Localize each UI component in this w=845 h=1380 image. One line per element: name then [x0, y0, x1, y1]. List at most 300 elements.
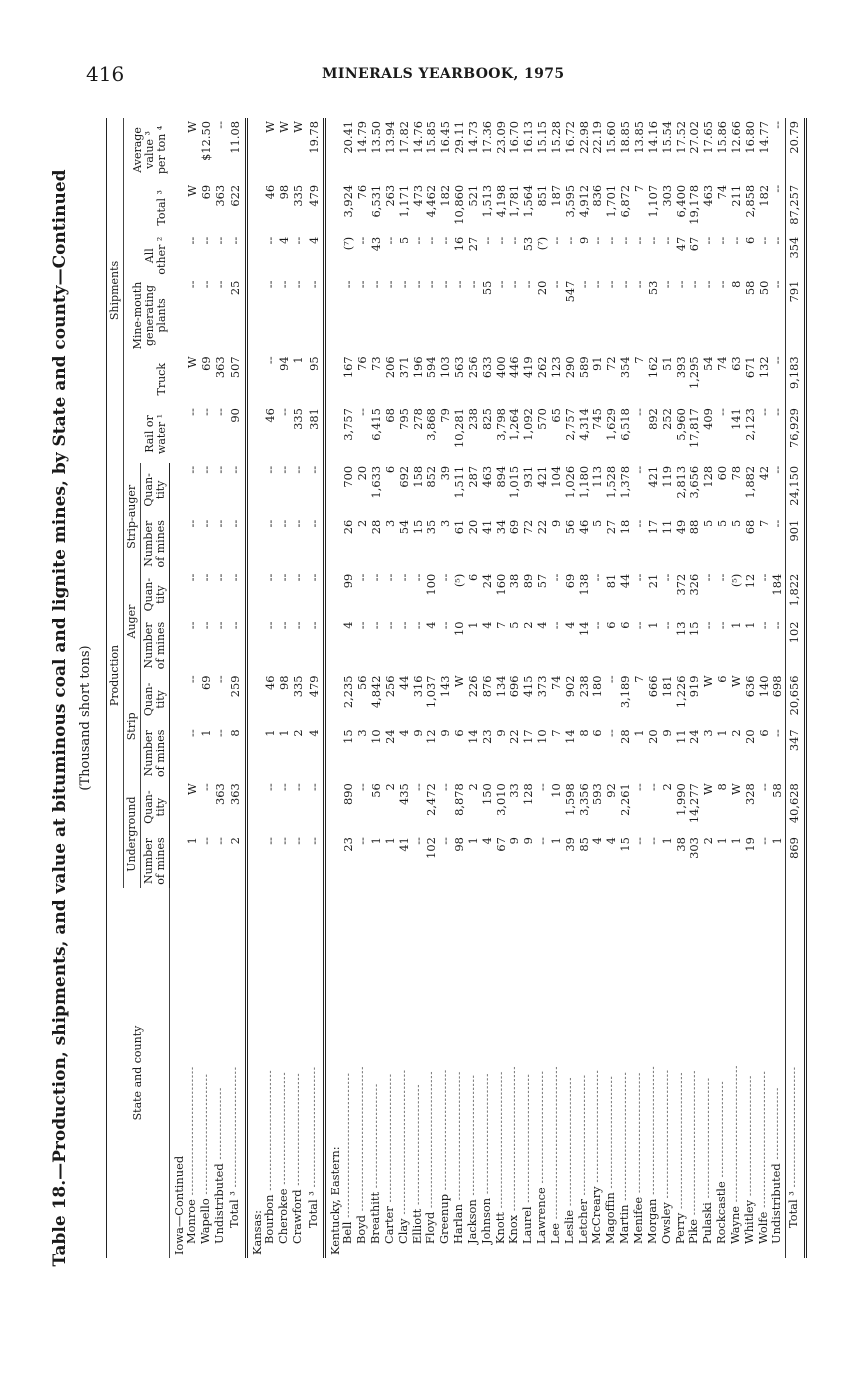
- county-name: [508, 888, 522, 1258]
- table-cell: 184: [770, 573, 785, 596]
- table-cell: 68: [382, 408, 397, 423]
- table-cell: 16: [452, 236, 467, 252]
- table-cell: 6: [756, 729, 771, 737]
- table-cell: --: [306, 517, 325, 571]
- table-cell: 23: [479, 729, 494, 744]
- table-cell: 9: [548, 519, 563, 528]
- table-cell: --: [645, 236, 660, 245]
- table-cell: 9: [507, 837, 522, 845]
- table-cell: --: [276, 465, 291, 474]
- table-cell: 132: [756, 356, 771, 379]
- table-cell: 698: [770, 675, 785, 698]
- table-cell: 2: [382, 783, 397, 791]
- table-cell: 745: [590, 408, 605, 430]
- table-cell: --: [276, 837, 291, 845]
- table-cell: 11.08: [227, 118, 246, 182]
- table-cell: 14: [465, 729, 480, 744]
- table-cell: --: [659, 280, 674, 289]
- leader-dots: --------------------------------------: [551, 1065, 562, 1223]
- table-cell: 4: [306, 726, 325, 780]
- table-cell: 14: [576, 621, 591, 637]
- table-body: [170, 118, 806, 1258]
- table-cell: --: [770, 121, 785, 129]
- table-cell: --: [770, 356, 785, 365]
- table-cell: 24,150: [786, 463, 806, 517]
- table-cell: 12.66: [728, 121, 743, 154]
- table-cell: 1: [645, 621, 660, 629]
- table-cell: 8: [227, 726, 246, 780]
- table-cell: 73: [368, 356, 383, 371]
- table-cell: 44: [618, 573, 633, 589]
- county-row: [744, 118, 758, 1258]
- table-cell: 666: [645, 675, 660, 698]
- county-row: [186, 118, 200, 1258]
- table-cell: --: [493, 280, 508, 289]
- table-cell: --: [770, 236, 785, 245]
- leader-dots: ------------------------------------: [399, 1069, 410, 1219]
- table-cell: 4,198: [493, 184, 508, 218]
- table-cell: 15: [618, 837, 633, 852]
- row-label-text: Elliott: [409, 1208, 424, 1244]
- table-cell: 1: [465, 621, 480, 629]
- table-cell: 696: [507, 675, 522, 698]
- table-cell: --: [276, 280, 291, 289]
- county-name: [547, 888, 564, 1258]
- table-cell: 28: [368, 519, 383, 535]
- table-cell: --: [184, 573, 199, 582]
- table-cell: 890: [341, 783, 356, 805]
- table-cell: 415: [521, 675, 536, 698]
- row-label-text: Boyd: [354, 1215, 369, 1244]
- table-cell: --: [355, 573, 370, 582]
- table-cell: --: [632, 519, 646, 528]
- table-cell: 278: [410, 408, 425, 430]
- table-cell: --: [438, 621, 453, 630]
- table-cell: 1,295: [687, 356, 702, 389]
- header-production: Production: [107, 463, 124, 888]
- table-cell: 3,189: [618, 675, 633, 709]
- table-cell: 1: [198, 729, 213, 737]
- county-name: [478, 888, 495, 1258]
- table-cell: 876: [479, 675, 494, 698]
- table-cell: 8: [728, 280, 743, 288]
- table-cell: 1: [728, 621, 743, 629]
- table-cell: 81: [604, 573, 619, 589]
- table-cell: --: [355, 837, 370, 845]
- table-cell: 2,757: [562, 408, 577, 441]
- table-cell: 95: [306, 353, 325, 405]
- table-cell: 252: [659, 408, 674, 430]
- header-strip-auger: Strip-auger: [124, 463, 141, 571]
- leader-dots: ------------------------------: [266, 1069, 277, 1195]
- table-cell: 46: [263, 675, 278, 690]
- table-cell: 38: [507, 573, 522, 589]
- table-cell: 211: [728, 184, 743, 207]
- table-cell: 931: [521, 465, 536, 488]
- table-cell: 6: [590, 729, 605, 737]
- table-cell: 563: [452, 356, 467, 379]
- table-cell: 13.85: [632, 121, 646, 154]
- leader-dots: ----------------------------: [293, 1072, 304, 1190]
- table-cell: 3: [701, 729, 716, 737]
- row-label-text: Wapello: [197, 1198, 212, 1244]
- row-label-text: Letcher: [575, 1199, 590, 1244]
- table-cell: 238: [576, 675, 591, 698]
- header-auger: Auger: [124, 571, 141, 673]
- table-cell: 419: [521, 356, 536, 379]
- county-row: [453, 118, 467, 1258]
- table-cell: 69: [198, 675, 213, 690]
- row-label-text: Total ³: [227, 1191, 242, 1228]
- table-cell: 54: [701, 356, 716, 371]
- table-cell: 1: [770, 837, 785, 845]
- table-cell: 20,656: [786, 672, 806, 726]
- running-head: MINERALS YEARBOOK, 1975: [322, 66, 565, 82]
- table-cell: 15: [341, 729, 356, 744]
- county-name: [492, 888, 509, 1258]
- table-cell: 99: [341, 573, 356, 589]
- table-cell: 335: [290, 675, 305, 698]
- table-cell: --: [276, 519, 291, 528]
- table-cell: 15.54: [659, 121, 674, 154]
- table-cell: --: [198, 837, 213, 845]
- table-cell: 7: [632, 675, 646, 683]
- table-cell: --: [184, 621, 199, 630]
- table-cell: --: [618, 280, 633, 289]
- table-cell: 400: [493, 356, 508, 379]
- leader-dots: --------------------------------: [662, 1069, 673, 1203]
- table-cell: 182: [438, 184, 453, 207]
- table-cell: 44: [396, 675, 411, 690]
- table-cell: --: [382, 236, 397, 245]
- table-cell: 16.80: [742, 121, 757, 154]
- table-cell: 262: [535, 356, 550, 379]
- table-cell: 1: [659, 837, 674, 845]
- table-cell: --: [604, 729, 619, 738]
- county-row: [425, 118, 439, 1258]
- table-cell: 15: [410, 519, 425, 535]
- table-cell: 363: [212, 783, 227, 805]
- table-cell: 11: [659, 519, 674, 535]
- table-cell: 88: [687, 519, 702, 535]
- table-cell: 4: [341, 621, 356, 629]
- table-cell: 57: [535, 573, 550, 589]
- table-cell: --: [645, 837, 660, 845]
- table-cell: --: [770, 729, 785, 738]
- table-cell: --: [184, 280, 199, 289]
- table-cell: 15.60: [604, 121, 619, 154]
- total-label: [786, 888, 806, 1258]
- table-cell: --: [355, 621, 370, 630]
- table-cell: --: [212, 465, 227, 474]
- table-cell: 6,518: [618, 408, 633, 441]
- table-cell: 4,842: [368, 675, 383, 709]
- county-row: [398, 118, 412, 1258]
- table-cell: 180: [590, 675, 605, 698]
- table-cell: (⁷): [341, 236, 356, 251]
- table-cell: W: [452, 675, 467, 688]
- row-label-text: Cherokee: [275, 1188, 290, 1244]
- table-cell: 10: [452, 621, 467, 637]
- table-cell: --: [632, 621, 646, 630]
- table-cell: 2,472: [424, 783, 439, 816]
- table-cell: 8,878: [452, 783, 467, 816]
- row-label-text: Menifee: [631, 1196, 645, 1244]
- county-name: [381, 888, 398, 1258]
- table-cell: 3,656: [687, 465, 702, 499]
- table-cell: --: [756, 573, 771, 582]
- row-label-text: Johnson: [478, 1197, 493, 1244]
- table-cell: --: [184, 729, 199, 738]
- table-cell: 49: [673, 519, 688, 535]
- table-cell: 69: [507, 519, 522, 535]
- leader-dots: --------------------------------: [565, 1076, 576, 1210]
- table-cell: --: [632, 783, 646, 791]
- table-cell: 3,798: [493, 408, 508, 441]
- county-name: [536, 888, 550, 1258]
- table-cell: 4: [479, 837, 494, 845]
- county-row: [578, 118, 592, 1258]
- table-cell: 1,180: [576, 465, 591, 499]
- table-cell: 22: [535, 519, 550, 535]
- table-cell: 1: [184, 837, 199, 845]
- header-all-other: All other ²: [142, 236, 168, 275]
- table-cell: 69: [562, 573, 577, 589]
- table-cell: 851: [535, 184, 550, 207]
- table-cell: --: [263, 236, 278, 245]
- table-cell: --: [756, 783, 771, 791]
- table-cell: --: [659, 236, 674, 245]
- table-cell: 2: [659, 783, 674, 791]
- header-mine-mouth: Mine-mouth generating plants: [130, 281, 168, 350]
- table-cell: --: [604, 236, 619, 245]
- table-cell: 1,026: [562, 465, 577, 499]
- leader-dots: ------------------------------: [201, 1073, 212, 1199]
- row-label-text: Harlan: [451, 1204, 466, 1244]
- row-label-text: Bourbon: [262, 1194, 277, 1244]
- table-cell: --: [184, 408, 199, 416]
- table-cell: --: [212, 236, 227, 245]
- table-cell: 3,757: [341, 408, 356, 441]
- table-cell: --: [290, 837, 305, 845]
- state-name: Iowa—Continued: [172, 1155, 186, 1255]
- county-row: [508, 118, 522, 1258]
- table-cell: --: [341, 280, 356, 289]
- table-cell: 4: [562, 621, 577, 629]
- table-cell: 6: [452, 729, 467, 737]
- table-cell: --: [756, 837, 771, 845]
- leader-dots: ------------------: [773, 1086, 784, 1164]
- table-cell: 38: [673, 837, 688, 852]
- row-label-text: Jackson: [464, 1199, 479, 1244]
- table-cell: 6,400: [673, 184, 688, 218]
- table-cell: --: [212, 280, 227, 289]
- table-cell: 1: [276, 729, 291, 737]
- table-cell: 6: [604, 621, 619, 629]
- table-cell: 13.94: [382, 121, 397, 154]
- table-cell: --: [770, 465, 785, 474]
- table-cell: 5: [507, 621, 522, 629]
- county-row: [412, 118, 426, 1258]
- leader-dots: --------------------------------: [524, 1073, 535, 1207]
- table-cell: --: [212, 519, 227, 528]
- table-cell: --: [263, 280, 278, 289]
- table-cell: W: [728, 675, 743, 688]
- table-cell: --: [198, 621, 213, 630]
- table-cell: --: [410, 573, 425, 582]
- table-cell: 20: [645, 729, 660, 744]
- county-row: [536, 118, 550, 1258]
- table-cell: 226: [465, 675, 480, 698]
- table-cell: --: [368, 621, 383, 630]
- table-cell: 13: [673, 621, 688, 637]
- table-cell: 63: [728, 356, 743, 371]
- table-cell: 393: [673, 356, 688, 379]
- table-cell: 795: [396, 408, 411, 430]
- table-cell: 55: [479, 280, 494, 296]
- leader-dots: ------------------------------: [309, 1066, 320, 1192]
- table-cell: --: [410, 621, 425, 630]
- row-label-text: Carter: [381, 1206, 396, 1244]
- table-cell: --: [198, 573, 213, 582]
- table-cell: 61: [452, 519, 467, 535]
- table-cell: 7: [756, 519, 771, 528]
- table-cell: --: [184, 519, 199, 528]
- table-cell: 53: [645, 280, 660, 296]
- table-cell: --: [184, 675, 199, 684]
- header-total: Total ³: [154, 190, 168, 226]
- table-cell: --: [306, 780, 325, 834]
- leader-dots: ------------------------------: [441, 1068, 452, 1194]
- table-cell: 10,860: [452, 184, 467, 225]
- table-cell: --: [396, 573, 411, 582]
- table-cell: 9: [576, 236, 591, 244]
- table-cell: --: [227, 571, 246, 619]
- table-cell: 24: [479, 573, 494, 589]
- table-cell: 22.98: [576, 121, 591, 154]
- table-cell: --: [382, 280, 397, 289]
- county-row: [439, 118, 453, 1258]
- table-cell: 56: [562, 519, 577, 535]
- table-cell: --: [562, 236, 577, 245]
- leader-dots: ------------------------------------: [358, 1065, 369, 1216]
- table-cell: --: [410, 837, 425, 845]
- county-row: [564, 118, 578, 1258]
- table-cell: 363: [212, 356, 227, 379]
- header-shipments: Shipments: [107, 118, 124, 463]
- table-cell: 1,781: [507, 184, 522, 218]
- table-cell: 328: [742, 783, 757, 805]
- county-name: [672, 888, 689, 1258]
- table-cell: 20.41: [341, 121, 356, 154]
- table-cell: 622: [227, 182, 246, 234]
- table-cell: 53: [521, 236, 536, 252]
- row-label-text: Knox: [506, 1214, 521, 1244]
- table-cell: --: [535, 783, 550, 791]
- table-cell: 187: [548, 184, 563, 207]
- row-label-text: Whitley: [741, 1199, 756, 1244]
- table-cell: 2: [728, 729, 743, 737]
- table-cell: W: [184, 121, 199, 133]
- county-row: [702, 118, 716, 1258]
- row-label-text: Owsley: [658, 1202, 673, 1244]
- table-cell: 1,990: [673, 783, 688, 816]
- county-name: [211, 888, 228, 1258]
- table-cell: 4: [590, 837, 605, 845]
- leader-dots: ----------------------------------: [676, 1071, 687, 1213]
- table-cell: --: [465, 280, 480, 289]
- table-cell: 102: [424, 837, 439, 859]
- table-cell: 39: [438, 465, 453, 481]
- header-strip-auger-number: Number of mines: [141, 517, 170, 571]
- table-cell: 16.13: [521, 121, 536, 154]
- leader-dots: --------------------------------: [385, 1073, 396, 1207]
- table-cell: 41: [479, 519, 494, 535]
- table-cell: --: [493, 236, 508, 245]
- county-row: [342, 118, 356, 1258]
- table-cell: 9: [410, 729, 425, 737]
- table-cell: --: [410, 280, 425, 289]
- table-cell: 69: [198, 356, 213, 371]
- table-cell: --: [212, 408, 227, 416]
- table-cell: 40,628: [786, 780, 806, 834]
- table-cell: --: [590, 280, 605, 289]
- table-cell: --: [306, 571, 325, 619]
- table-cell: 892: [645, 408, 660, 430]
- row-label-text: McCreary: [589, 1186, 604, 1244]
- table-cell: 9,183: [786, 353, 806, 405]
- table-cell: 17.82: [396, 121, 411, 154]
- table-cell: 1,037: [424, 675, 439, 709]
- table-cell: --: [263, 621, 278, 630]
- leader-dots: ------------------------------: [745, 1074, 756, 1200]
- table-cell: 69: [198, 184, 213, 200]
- table-cell: 60: [715, 465, 730, 481]
- table-cell: 20: [465, 519, 480, 535]
- table-cell: 7: [493, 621, 508, 629]
- table-cell: --: [184, 465, 199, 474]
- table-cell: 14.79: [355, 121, 370, 154]
- state-row: [325, 118, 342, 1258]
- table-cell: $12.50: [198, 121, 213, 161]
- county-row: [384, 118, 398, 1258]
- table-cell: 4: [396, 729, 411, 737]
- header-auger-number: Number of mines: [141, 619, 170, 673]
- table-cell: --: [306, 619, 325, 673]
- table-cell: --: [701, 573, 716, 582]
- table-cell: --: [276, 783, 291, 791]
- table-cell: --: [770, 408, 785, 416]
- table-cell: 7: [632, 356, 646, 364]
- table-cell: 636: [742, 675, 757, 698]
- table-cell: 1: [263, 729, 278, 737]
- table-cell: 46: [576, 519, 591, 535]
- table-cell: 9: [493, 729, 508, 737]
- row-label-text: Wayne: [727, 1205, 742, 1244]
- table-cell: 15.86: [715, 121, 730, 154]
- table-cell: --: [290, 519, 305, 528]
- table-cell: 2,813: [673, 465, 688, 499]
- table-cell: 19,178: [687, 184, 702, 225]
- header-underground-number: Number of mines: [141, 834, 170, 888]
- table-cell: 18: [618, 519, 633, 535]
- table-cell: --: [770, 184, 785, 193]
- table-cell: --: [715, 280, 730, 289]
- table-cell: 104: [548, 465, 563, 488]
- row-label-text: Perry: [672, 1212, 687, 1244]
- table-cell: 43: [368, 236, 383, 252]
- table-cell: 56: [368, 783, 383, 798]
